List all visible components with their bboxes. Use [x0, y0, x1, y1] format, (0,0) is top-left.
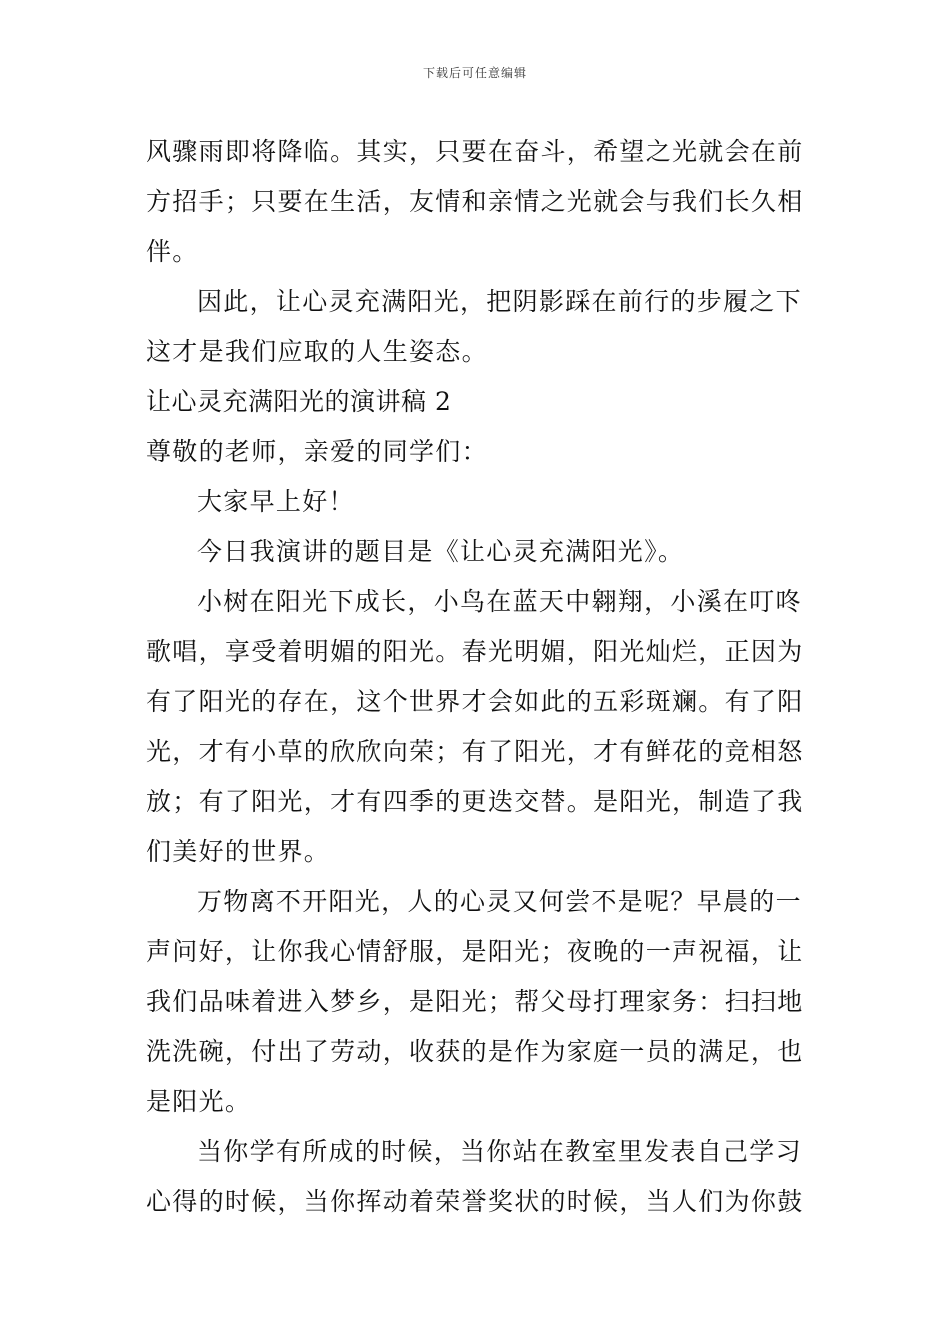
text-line: 我们品味着进入梦乡，是阳光；帮父母打理家务：扫扫地: [146, 987, 804, 1016]
text-line: 歌唱，享受着明媚的阳光。春光明媚，阳光灿烂，正因为: [146, 637, 804, 666]
text-line: 光，才有小草的欣欣向荣；有了阳光，才有鲜花的竞相怒: [146, 737, 804, 766]
text-line: 声问好，让你我心情舒服，是阳光；夜晚的一声祝福，让: [146, 937, 804, 966]
section-title: 让心灵充满阳光的演讲稿 2: [146, 387, 452, 416]
text-line: 方招手；只要在生活，友情和亲情之光就会与我们长久相: [146, 187, 804, 216]
text-line: 放；有了阳光，才有四季的更迭交替。是阳光，制造了我: [146, 787, 804, 816]
text-line: 心得的时候，当你挥动着荣誉奖状的时候，当人们为你鼓: [146, 1187, 804, 1216]
text-line: 风骤雨即将降临。其实，只要在奋斗，希望之光就会在前: [146, 137, 804, 166]
text-line: 是阳光。: [146, 1087, 252, 1116]
paragraph-start-line: 万物离不开阳光，人的心灵又何尝不是呢？早晨的一: [197, 887, 802, 916]
greeting: 大家早上好！: [197, 487, 355, 516]
text-line: 洗洗碗，付出了劳动，收获的是作为家庭一员的满足，也: [146, 1037, 804, 1066]
page-header: 下载后可任意编辑: [422, 66, 527, 80]
document-body: [146, 127, 806, 1227]
salutation: 尊敬的老师，亲爱的同学们：: [146, 437, 488, 466]
paragraph-start-line: 今日我演讲的题目是《让心灵充满阳光》。: [197, 537, 685, 566]
paragraph-start-line: 小树在阳光下成长，小鸟在蓝天中翱翔，小溪在叮咚: [197, 587, 802, 616]
text-line: 这才是我们应取的人生姿态。: [146, 337, 488, 366]
paragraph-start-line: 因此，让心灵充满阳光，把阴影踩在前行的步履之下: [197, 287, 802, 316]
text-line: 伴。: [146, 237, 199, 266]
paragraph-start-line: 当你学有所成的时候，当你站在教室里发表自己学习: [197, 1137, 802, 1166]
text-line: 有了阳光的存在，这个世界才会如此的五彩斑斓。有了阳: [146, 687, 804, 716]
text-line: 们美好的世界。: [146, 837, 331, 866]
